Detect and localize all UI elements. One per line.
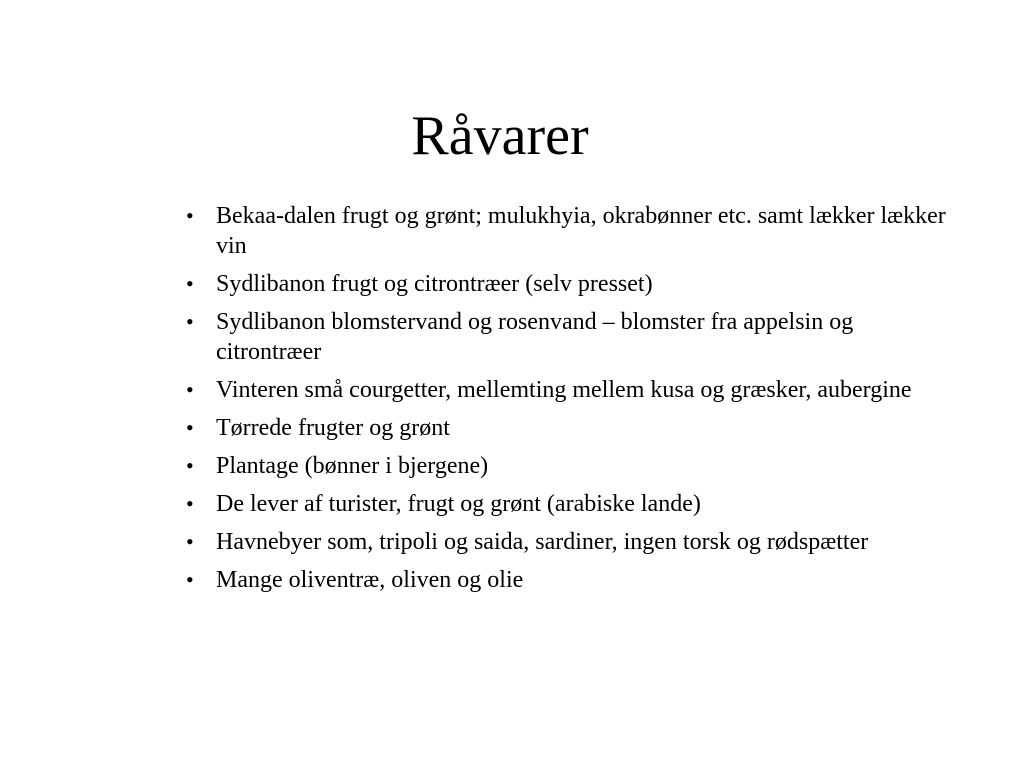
list-item <box>186 527 956 557</box>
list-item <box>186 375 956 405</box>
bullet-text: Plantage (bønner i bjergene) <box>216 453 489 479</box>
bullet-list <box>186 201 956 603</box>
list-item <box>186 269 956 299</box>
bullet-icon: • <box>186 309 194 334</box>
bullet-icon: • <box>186 491 194 516</box>
bullet-text: Tørrede frugter og grønt <box>216 415 450 441</box>
bullet-icon: • <box>186 529 194 554</box>
list-item <box>186 489 956 519</box>
bullet-text: De lever af turister, frugt og grønt (arabiske lande) <box>216 491 701 517</box>
bullet-icon: • <box>186 453 194 478</box>
bullet-text: Vinteren små courgetter, mellemting mellem kusa og græsker, aubergine <box>216 377 912 403</box>
slide-title: Råvarer <box>411 105 589 167</box>
bullet-text: Sydlibanon blomstervand og rosenvand – blomster fra appelsin og citrontræer <box>216 309 854 365</box>
bullet-icon: • <box>186 567 194 592</box>
bullet-icon: • <box>186 271 194 296</box>
list-item <box>186 565 956 595</box>
bullet-text: Sydlibanon frugt og citrontræer (selv presset) <box>216 271 653 297</box>
bullet-text: Bekaa-dalen frugt og grønt; mulukhyia, okrabønner etc. samt lækker lækker vin <box>216 203 946 259</box>
bullet-icon: • <box>186 203 194 228</box>
list-item <box>186 201 956 261</box>
list-item <box>186 307 956 367</box>
bullet-icon: • <box>186 415 194 440</box>
bullet-text: Mange oliventræ, oliven og olie <box>216 567 524 593</box>
bullet-text: Havnebyer som, tripoli og saida, sardiner, ingen torsk og rødspætter <box>216 529 869 555</box>
list-item <box>186 451 956 481</box>
bullet-icon: • <box>186 377 194 402</box>
list-item <box>186 413 956 443</box>
